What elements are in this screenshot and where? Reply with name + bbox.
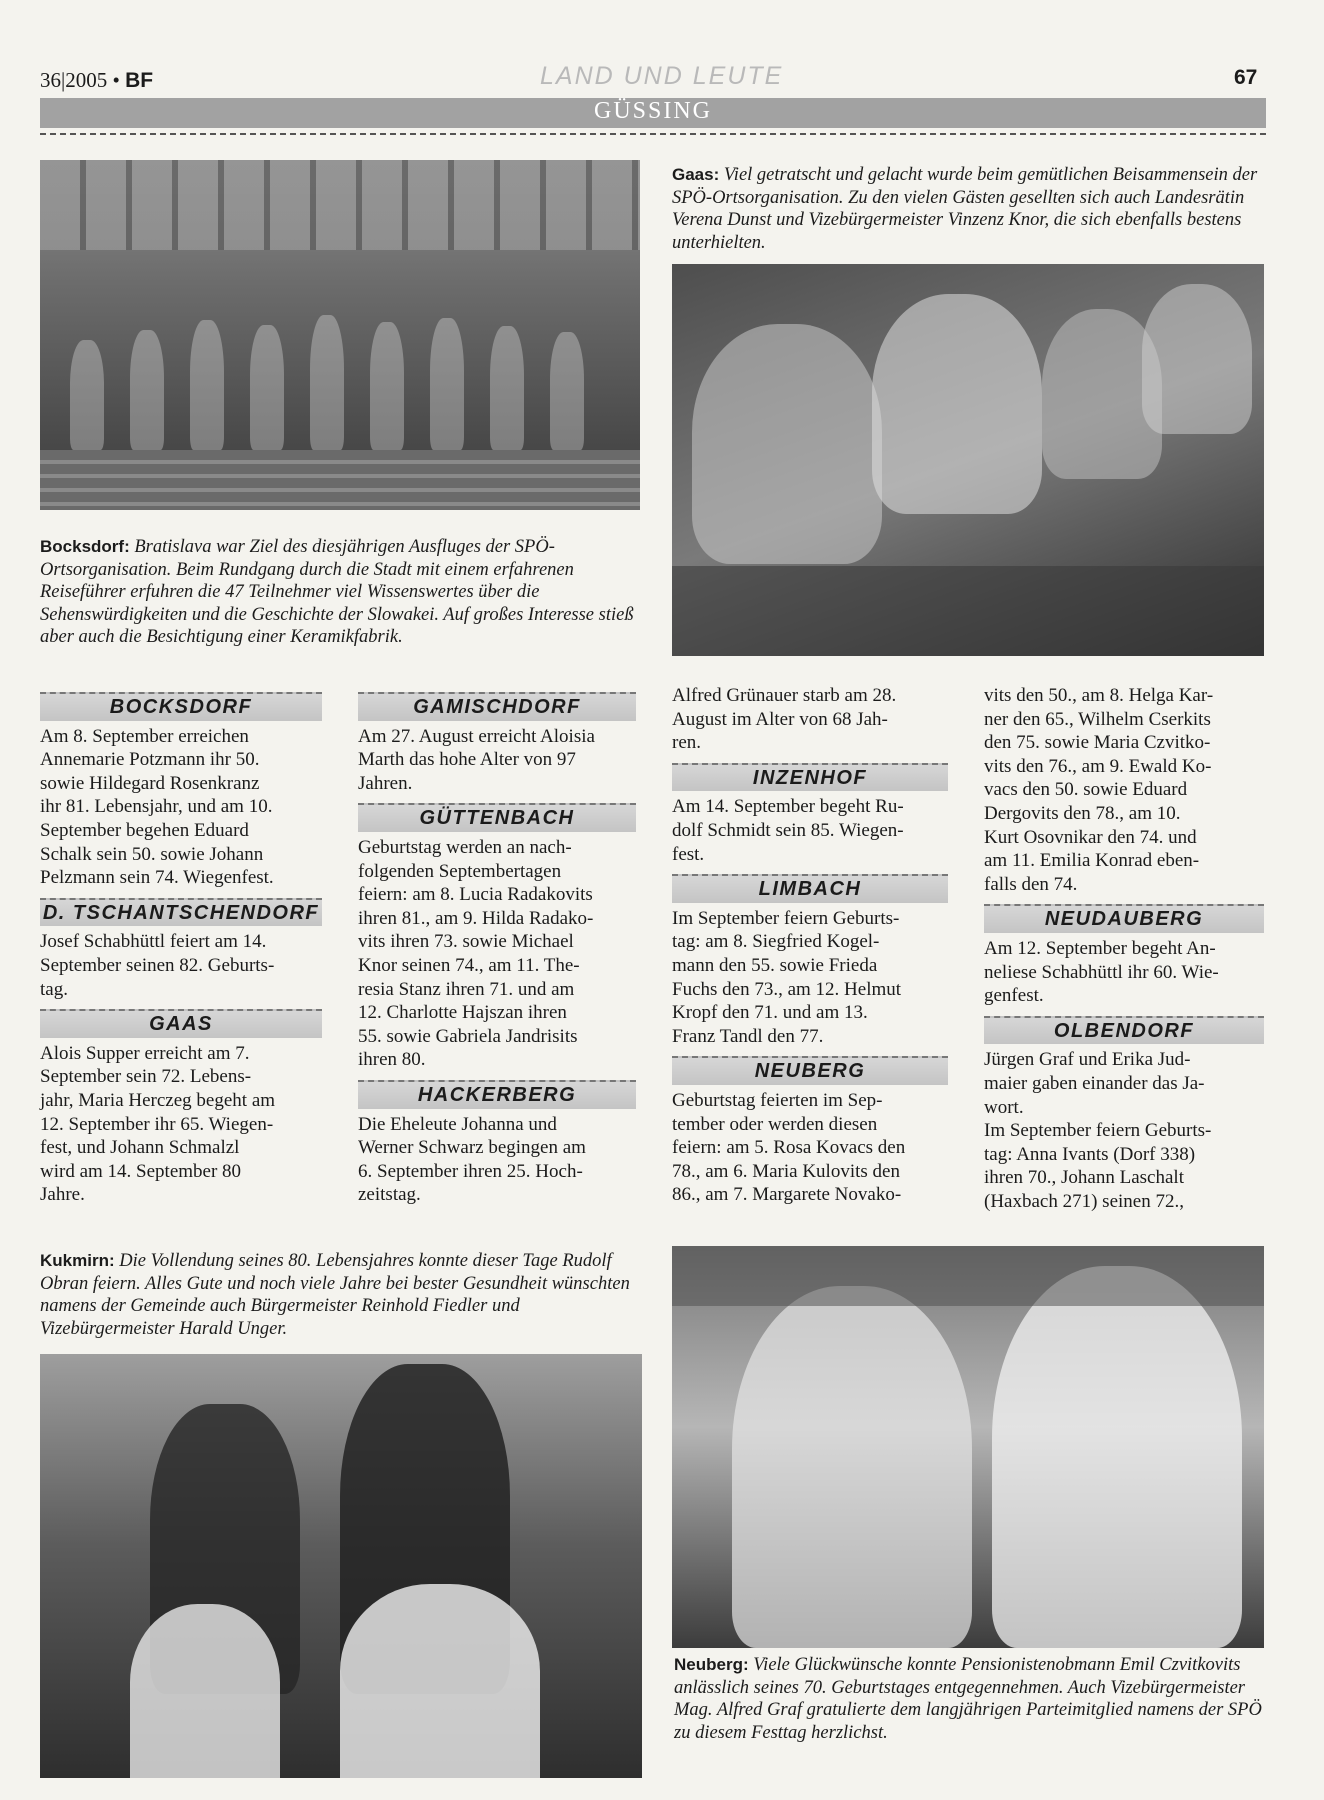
text-line: Geburtstag feierten im Sep-: [672, 1089, 883, 1111]
text-line: ner den 65., Wilhelm Cserkits: [984, 708, 1211, 730]
text-line: sowie Hildegard Rosenkranz: [40, 772, 260, 794]
text-line: Marth das hohe Alter von 97: [358, 749, 576, 771]
text-line: Kropf den 71. und am 13.: [672, 1002, 868, 1024]
column-1: [40, 692, 322, 1207]
caption-kukmirn-place: Kukmirn:: [40, 1251, 115, 1270]
issue-line: [40, 68, 153, 93]
text-line: Fuchs den 73., am 12. Helmut: [672, 978, 902, 1000]
bullet: •: [112, 68, 120, 92]
caption-kukmirn-text: Die Vollendung seines 80. Lebensjahres konnte dieser Tage Rudolf Obran feiern. Alles Gute und noch viele Jahre bei bester Gesundheit wünschten namens der Gemeinde auch Bürgermeister Reinhold Fiedler und Vizebürgermeister Harald Unger.: [40, 1251, 630, 1339]
column-3: [672, 684, 948, 1207]
text-line: Am 8. September erreichen: [40, 725, 249, 747]
photo-neuberg-congratulation: [672, 1246, 1264, 1648]
text-line: 6. September ihren 25. Hoch-: [358, 1160, 583, 1182]
text-line: den 75. sowie Maria Czvitko-: [984, 732, 1211, 754]
text-line: Alois Supper erreicht am 7.: [40, 1042, 250, 1064]
column-4: [984, 684, 1264, 1213]
caption-gaas: [672, 164, 1264, 254]
text-line: ihr 81. Lebensjahr, und am 10.: [40, 796, 273, 818]
text-line: Knor seinen 74., am 11. The-: [358, 954, 580, 976]
text-line: tag: am 8. Siegfried Kogel-: [672, 931, 880, 953]
text-line: vacs den 50. sowie Eduard: [984, 779, 1188, 801]
rubric-bocksdorf: BOCKSDORF: [40, 692, 322, 721]
column-2: [358, 692, 636, 1207]
text-line: tag.: [40, 978, 68, 1000]
text-line: Schalk sein 50. sowie Johann: [40, 843, 264, 865]
text-line: Geburtstag werden an nach-: [358, 836, 572, 858]
caption-bocksdorf-text: Bratislava war Ziel des diesjährigen Ausfluges der SPÖ-Ortsorganisation. Beim Rundgang durch die Stadt mit einem erfahrenen Reiseführer erfuhren die 47 Teilnehmer viel Wissenswertes über die Sehenswürdigkeiten und die Geschichte der Slowakei. Auf großes Interesse stieß aber auch die Besichtigung einer Keramikfabrik.: [40, 537, 634, 647]
rubric-gaas: GAAS: [40, 1009, 322, 1038]
text-line: tember oder werden diesen: [672, 1113, 878, 1135]
text-line: Im September feiern Geburts-: [984, 1120, 1212, 1142]
text-line: vits den 76., am 9. Ewald Ko-: [984, 755, 1212, 777]
rubric-hackerberg: HACKERBERG: [358, 1080, 636, 1109]
caption-gaas-place: Gaas:: [672, 165, 720, 184]
text-line: ihren 70., Johann Laschalt: [984, 1167, 1184, 1189]
text-line: wird am 14. September 80: [40, 1160, 242, 1182]
text-line: August im Alter von 68 Jah-: [672, 708, 888, 730]
rubric-neudauberg: NEUDAUBERG: [984, 904, 1264, 933]
text-line: 12. Charlotte Hajszan ihren: [358, 1002, 567, 1024]
rubric-gamischdorf: GAMISCHDORF: [358, 692, 636, 721]
section-title: LAND UND LEUTE: [540, 62, 784, 90]
text-line: mann den 55. sowie Frieda: [672, 954, 878, 976]
text-line: genfest.: [984, 985, 1044, 1007]
text-line: Jahre.: [40, 1184, 85, 1206]
text-line: Annemarie Potzmann ihr 50.: [40, 749, 260, 771]
issue-number: 36|2005: [40, 68, 108, 92]
publication-name: BF: [125, 69, 154, 92]
caption-neuberg: [674, 1654, 1264, 1744]
text-line: zeitstag.: [358, 1184, 421, 1206]
region-title: GÜSSING: [593, 98, 712, 124]
photo-bocksdorf-group: [40, 160, 640, 510]
text-line: ihren 81., am 9. Hilda Radako-: [358, 907, 594, 929]
header-divider: [40, 133, 1266, 135]
text-line: Am 27. August erreicht Aloisia: [358, 725, 595, 747]
photo-gaas-gathering: [672, 264, 1264, 656]
text-line: Am 12. September begeht An-: [984, 937, 1216, 959]
text-line: am 11. Emilia Konrad eben-: [984, 850, 1200, 872]
text-line: Jahren.: [358, 772, 413, 794]
text-line: vits den 50., am 8. Helga Kar-: [984, 685, 1214, 706]
rubric-guettenbach: GÜTTENBACH: [358, 803, 636, 832]
text-line: Am 14. September begeht Ru-: [672, 796, 904, 818]
text-line: 86., am 7. Margarete Novako-: [672, 1184, 902, 1206]
rubric-olbendorf: OLBENDORF: [984, 1016, 1264, 1045]
text-line: Die Eheleute Johanna und: [358, 1113, 557, 1135]
text-line: folgenden Septembertagen: [358, 860, 562, 882]
text-line: falls den 74.: [984, 873, 1078, 895]
text-line: 55. sowie Gabriela Jandrisits: [358, 1025, 578, 1047]
caption-gaas-text: Viel getratscht und gelacht wurde beim gemütlichen Beisammensein der SPÖ-Ortsorganisation. Zu den vielen Gästen gesellten sich auch Landesrätin Verena Dunst und Vizebürgermeister Vinzenz Knor, die sich ebenfalls bestens unterhielten.: [672, 165, 1258, 253]
text-line: feiern: am 8. Lucia Radakovits: [358, 884, 593, 906]
text-line: wort.: [984, 1096, 1024, 1118]
text-line: neliese Schabhüttl ihr 60. Wie-: [984, 961, 1219, 983]
text-line: ihren 80.: [358, 1049, 426, 1071]
caption-neuberg-place: Neuberg:: [674, 1655, 749, 1674]
text-line: Werner Schwarz begingen am: [358, 1137, 586, 1159]
caption-bocksdorf-place: Bocksdorf:: [40, 537, 130, 556]
text-line: (Haxbach 271) seinen 72.,: [984, 1190, 1184, 1212]
text-line: vits ihren 73. sowie Michael: [358, 931, 574, 953]
text-line: September begehen Eduard: [40, 819, 249, 841]
text-line: feiern: am 5. Rosa Kovacs den: [672, 1137, 906, 1159]
text-line: Alfred Grünauer starb am 28.: [672, 685, 897, 706]
text-line: maier gaben einander das Ja-: [984, 1072, 1205, 1094]
rubric-tschantschendorf: D. TSCHANTSCHENDORF: [40, 898, 322, 927]
text-line: fest, und Johann Schmalzl: [40, 1137, 240, 1159]
text-line: fest.: [672, 843, 705, 865]
text-line: Pelzmann sein 74. Wiegenfest.: [40, 867, 274, 889]
text-line: Franz Tandl den 77.: [672, 1025, 824, 1047]
caption-neuberg-text: Viele Glückwünsche konnte Pensionistenobmann Emil Czvitkovits anlässlich seines 70. Geburtstages entgegennehmen. Auch Vizebürgermeister Mag. Alfred Graf gratulierte dem langjährigen Parteimitglied namens der SPÖ zu diesem Festtag herzlichst.: [674, 1655, 1262, 1743]
rubric-neuberg: NEUBERG: [672, 1056, 948, 1085]
rubric-limbach: LIMBACH: [672, 874, 948, 903]
text-line: jahr, Maria Herczeg begeht am: [40, 1089, 276, 1111]
text-line: Im September feiern Geburts-: [672, 907, 900, 929]
rubric-inzenhof: INZENHOF: [672, 763, 948, 792]
page-number: 67: [1234, 66, 1258, 89]
text-line: resia Stanz ihren 71. und am: [358, 978, 575, 1000]
text-line: Kurt Osovnikar den 74. und: [984, 826, 1197, 848]
text-line: September seinen 82. Geburts-: [40, 954, 275, 976]
text-line: tag: Anna Ivants (Dorf 338): [984, 1143, 1196, 1165]
photo-kukmirn-birthday: [40, 1354, 642, 1778]
text-line: 12. September ihr 65. Wiegen-: [40, 1113, 274, 1135]
text-line: Josef Schabhüttl feiert am 14.: [40, 931, 267, 953]
text-line: dolf Schmidt sein 85. Wiegen-: [672, 819, 904, 841]
text-line: 78., am 6. Maria Kulovits den: [672, 1160, 900, 1182]
text-line: ren.: [672, 732, 702, 754]
caption-kukmirn: [40, 1250, 640, 1340]
text-line: Dergovits den 78., am 10.: [984, 802, 1181, 824]
text-line: Jürgen Graf und Erika Jud-: [984, 1049, 1191, 1071]
caption-bocksdorf: [40, 536, 640, 649]
text-line: September sein 72. Lebens-: [40, 1066, 252, 1088]
